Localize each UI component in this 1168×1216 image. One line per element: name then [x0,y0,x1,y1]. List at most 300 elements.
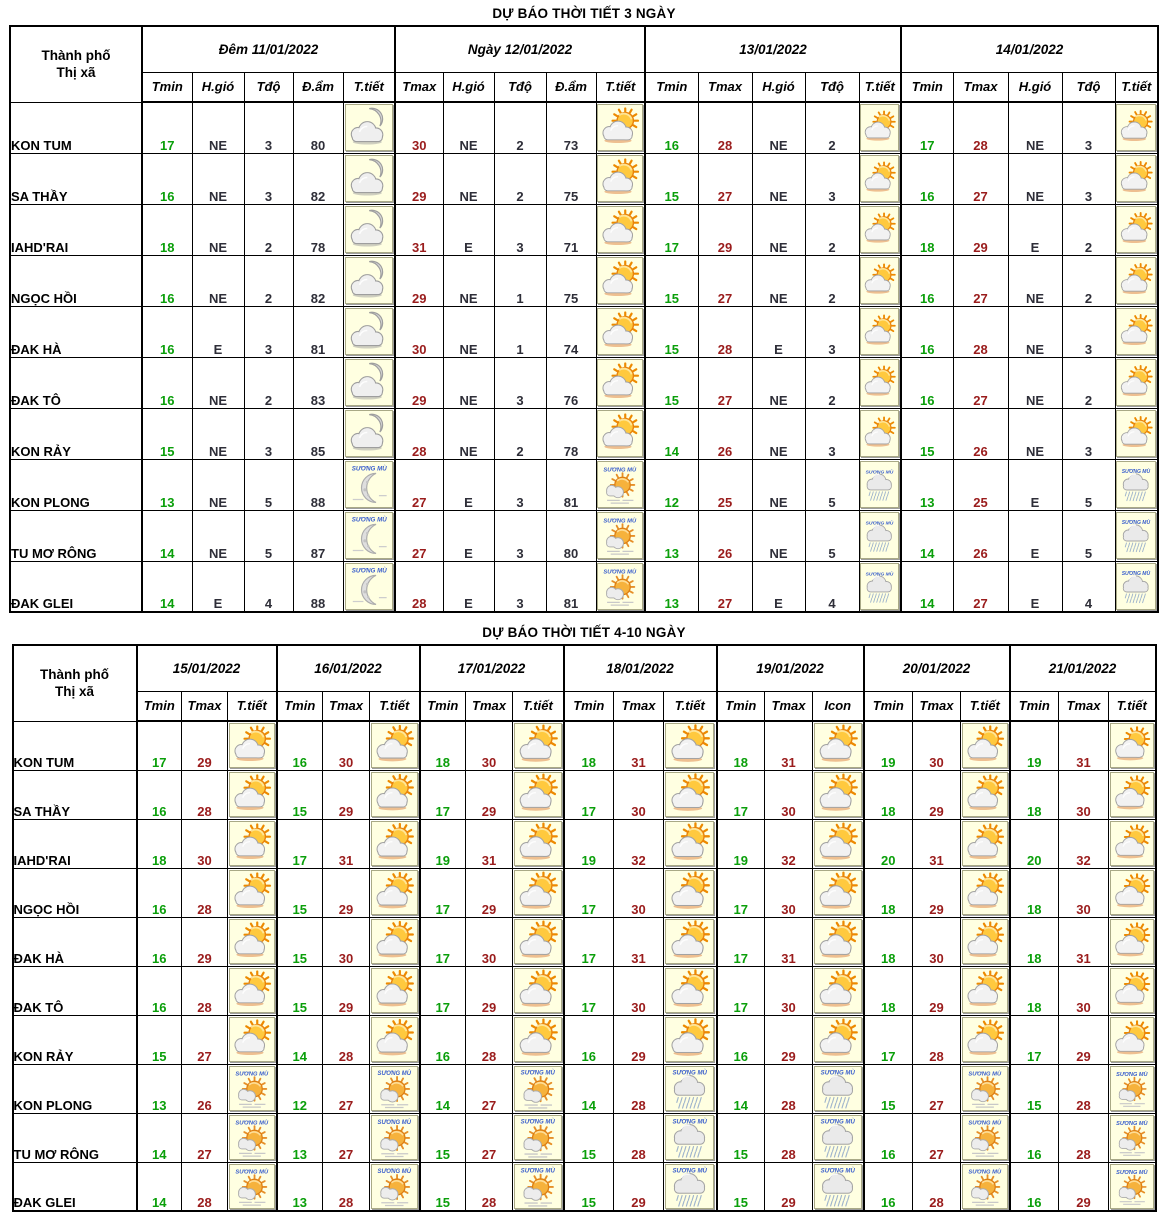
cell-tmax: 32 [614,819,664,868]
cell-tmax: 28 [913,1162,961,1211]
weather-cell [513,1162,564,1211]
cell-speed: 5 [244,459,293,510]
cell-tmax: 29 [323,770,370,819]
city-name-cell: KON RẢY [10,408,142,459]
col-header-tmax: Tmax [913,691,961,721]
weather-cell [228,1064,277,1113]
cell-speed: 2 [805,255,859,306]
weather-cell [228,1015,277,1064]
weather-cell [664,966,717,1015]
table-row [10,408,1158,459]
cell-humidity: 73 [546,102,596,153]
sun-cloud-icon [597,257,643,304]
cell-tmax: 28 [395,561,443,612]
city-name-cell: TU MƠ RÔNG [10,510,142,561]
cell-tmin: 16 [137,770,182,819]
cell-wind: NE [752,102,805,153]
col-header-tmax: Tmax [614,691,664,721]
weather-cell [596,510,645,561]
table-row [13,1015,1156,1064]
cell-tmax: 31 [395,204,443,255]
cell-tmax: 32 [765,819,813,868]
cell-tmax: 29 [466,966,513,1015]
cell-humidity: 88 [293,561,343,612]
cell-humidity: 76 [546,357,596,408]
sun-cloud-icon [665,1017,714,1062]
col-header-weather: T.tiết [513,691,564,721]
cell-speed: 4 [805,561,859,612]
sun-cloud-icon [229,772,275,817]
col-header-humidity: Đ.ẩm [293,72,343,102]
cell-tmin: 15 [645,306,698,357]
sun-cloud-icon [229,870,275,915]
cell-tmin: 16 [142,255,192,306]
forecast-3day-table [9,25,1159,613]
cell-tmin: 17 [864,1015,913,1064]
date-group-header: 16/01/2022 [277,645,420,691]
fog-sun-icon [1110,1115,1154,1160]
fog-rain-icon [860,461,899,508]
cell-tmin: 18 [1010,770,1059,819]
cell-wind: NE [443,357,494,408]
cell-speed: 3 [244,102,293,153]
cell-humidity: 74 [546,306,596,357]
weather-cell [1115,510,1158,561]
cell-wind: NE [192,153,244,204]
weather-cell [370,770,420,819]
sun-cloud-icon [665,772,714,817]
weather-cell [961,1064,1010,1113]
cell-wind: NE [443,306,494,357]
city-name-cell: KON TUM [13,721,137,770]
weather-cell [343,102,395,153]
cell-tmin: 15 [864,1064,913,1113]
col-header-speed: Tđộ [494,72,546,102]
cell-humidity: 75 [546,153,596,204]
cell-tmin: 15 [420,1162,466,1211]
cell-wind: NE [752,510,805,561]
cell-tmin: 15 [277,966,323,1015]
cell-tmin: 15 [277,868,323,917]
table-row [13,721,1156,770]
sun-cloud-icon [860,206,899,253]
cell-wind: NE [1008,153,1062,204]
cell-tmin: 14 [142,561,192,612]
cell-speed: 5 [1062,459,1115,510]
weather-cell [1115,153,1158,204]
cell-tmin: 15 [645,255,698,306]
cell-tmin: 18 [864,966,913,1015]
cell-tmin: 17 [645,204,698,255]
col-header-tmax: Tmax [395,72,443,102]
sun-cloud-icon [1110,919,1154,964]
weather-cell [343,306,395,357]
fog-sun-icon [962,1164,1008,1209]
corner-header: Thành phố Thị xã [10,26,142,102]
sun-cloud-icon [962,1017,1008,1062]
table-row [13,1064,1156,1113]
date-group-header: 18/01/2022 [564,645,717,691]
weather-cell [1115,561,1158,612]
cell-tmax: 27 [698,561,752,612]
col-header-tmin: Tmin [420,691,466,721]
cell-speed: 2 [494,153,546,204]
cell-tmax: 29 [698,204,752,255]
sun-cloud-icon [665,870,714,915]
table-row [13,917,1156,966]
cell-tmin: 15 [717,1113,765,1162]
cell-tmax: 29 [323,966,370,1015]
cell-speed: 2 [244,204,293,255]
cell-speed: 3 [494,561,546,612]
cell-tmin: 17 [420,770,466,819]
cell-speed: 5 [244,510,293,561]
weather-cell [596,459,645,510]
cell-tmax: 30 [913,721,961,770]
cell-tmin: 15 [645,357,698,408]
weather-cell [859,510,901,561]
cell-tmin: 15 [1010,1064,1059,1113]
cell-tmin: 16 [564,1015,614,1064]
cell-wind: NE [192,357,244,408]
table-row [10,510,1158,561]
cell-tmax: 30 [765,966,813,1015]
weather-cell [596,408,645,459]
fog-rain-icon [1116,563,1156,610]
cell-tmax: 28 [395,408,443,459]
sun-cloud-icon [514,821,562,866]
cell-tmax: 28 [323,1015,370,1064]
cell-tmax: 29 [614,1162,664,1211]
weather-cell [961,1113,1010,1162]
cell-tmin: 17 [717,966,765,1015]
fog-sun-icon [229,1115,275,1160]
cell-tmax: 28 [182,1162,228,1211]
cell-tmax: 31 [614,721,664,770]
weather-cell [961,770,1010,819]
cell-tmax: 28 [466,1015,513,1064]
cell-tmax: 29 [614,1015,664,1064]
fog-rain-icon [814,1164,862,1209]
weather-cell [1115,357,1158,408]
cell-tmin: 14 [420,1064,466,1113]
cell-speed: 2 [244,357,293,408]
cell-wind: NE [752,153,805,204]
cell-tmax: 27 [698,153,752,204]
cell-speed: 2 [1062,357,1115,408]
sun-cloud-icon [1110,772,1154,817]
cell-wind: E [1008,459,1062,510]
cell-wind: NE [1008,306,1062,357]
cell-wind: NE [443,255,494,306]
cell-speed: 3 [494,459,546,510]
cell-tmax: 25 [698,459,752,510]
weather-cell [596,306,645,357]
sun-cloud-icon [1116,359,1156,406]
cell-tmin: 18 [1010,868,1059,917]
table-row [13,1162,1156,1211]
cell-tmax: 31 [765,917,813,966]
cell-wind: NE [192,459,244,510]
cell-tmin: 15 [277,917,323,966]
sun-cloud-icon [1116,257,1156,304]
weather-cell [596,561,645,612]
fog-rain-icon [665,1164,714,1209]
cell-wind: NE [1008,408,1062,459]
cell-tmin: 14 [564,1064,614,1113]
cell-tmax: 30 [395,102,443,153]
weather-cell [343,561,395,612]
weather-cell [664,819,717,868]
weather-cell [961,1162,1010,1211]
weather-cell [370,819,420,868]
cell-tmax: 27 [182,1113,228,1162]
cell-tmax: 28 [698,102,752,153]
cell-tmax: 27 [466,1064,513,1113]
col-header-tmax: Tmax [1059,691,1109,721]
cell-tmin: 17 [277,819,323,868]
table-row [13,770,1156,819]
cell-tmin: 12 [277,1064,323,1113]
table-row [10,153,1158,204]
sun-cloud-icon [229,1017,275,1062]
cell-humidity: 83 [293,357,343,408]
weather-cell [664,721,717,770]
cell-speed: 2 [244,255,293,306]
fog-sun-icon [1110,1164,1154,1209]
cell-tmax: 30 [395,306,443,357]
cell-speed: 2 [805,102,859,153]
cell-tmin: 16 [901,306,953,357]
fog-sun-icon [514,1164,562,1209]
cell-tmax: 31 [1059,721,1109,770]
weather-cell [596,102,645,153]
weather-cell [1115,459,1158,510]
weather-cell [664,1113,717,1162]
cell-tmin: 18 [1010,966,1059,1015]
cell-tmax: 27 [182,1015,228,1064]
fog-moon-icon [345,563,393,610]
forecast-3day-section [0,6,1168,613]
cell-tmax: 31 [614,917,664,966]
weather-cell [228,966,277,1015]
sun-cloud-icon [514,919,562,964]
cell-wind: E [1008,510,1062,561]
cell-tmax: 25 [953,459,1008,510]
weather-cell [343,255,395,306]
cell-tmin: 13 [645,510,698,561]
weather-cell [961,1015,1010,1064]
cell-wind: NE [1008,102,1062,153]
cell-tmin: 17 [420,917,466,966]
date-group-header: 15/01/2022 [137,645,277,691]
cell-speed: 3 [494,510,546,561]
cell-tmax: 29 [1059,1015,1109,1064]
weather-cell [664,1162,717,1211]
cell-tmin: 16 [142,153,192,204]
fog-rain-icon [1116,512,1156,559]
fog-sun-icon [371,1164,418,1209]
cell-tmax: 30 [466,721,513,770]
cell-humidity: 78 [293,204,343,255]
weather-cell [1115,102,1158,153]
fog-moon-icon [345,512,393,559]
cell-tmin: 16 [901,357,953,408]
weather-cell [228,770,277,819]
cell-tmax: 26 [698,510,752,561]
cell-tmax: 27 [953,561,1008,612]
sun-cloud-icon [597,155,643,202]
cell-tmin: 13 [901,459,953,510]
date-group-header: 13/01/2022 [645,26,901,72]
weather-cell [859,459,901,510]
cell-tmin: 16 [137,917,182,966]
cell-tmax: 30 [1059,868,1109,917]
sun-cloud-icon [597,206,643,253]
weather-cell [813,1015,864,1064]
forecast-4-10day-table [12,644,1157,1212]
cell-speed: 3 [805,306,859,357]
cell-tmin: 14 [137,1113,182,1162]
col-header-tmin: Tmin [901,72,953,102]
sun-cloud-icon [962,870,1008,915]
table-row [10,204,1158,255]
weather-cell [1109,1015,1156,1064]
moon-cloud-icon [345,410,393,457]
city-name-cell: KON PLONG [10,459,142,510]
weather-cell [370,1113,420,1162]
weather-cell [596,204,645,255]
cell-speed: 2 [805,204,859,255]
sun-cloud-icon [597,104,643,151]
fog-sun-icon [229,1066,275,1111]
fog-sun-icon [514,1066,562,1111]
fog-sun-icon [962,1066,1008,1111]
cell-wind: NE [192,510,244,561]
sun-cloud-icon [814,919,862,964]
cell-tmax: 26 [953,510,1008,561]
weather-cell [1115,408,1158,459]
sun-cloud-icon [1110,968,1154,1013]
moon-cloud-icon [345,359,393,406]
cell-speed: 2 [494,102,546,153]
cell-wind: NE [752,459,805,510]
sun-cloud-icon [1110,870,1154,915]
cell-speed: 3 [494,204,546,255]
cell-tmin: 18 [717,721,765,770]
cell-humidity: 81 [546,561,596,612]
weather-cell [513,721,564,770]
sun-cloud-icon [665,821,714,866]
cell-tmax: 29 [182,721,228,770]
cell-tmax: 28 [323,1162,370,1211]
cell-humidity: 81 [293,306,343,357]
cell-tmax: 28 [466,1162,513,1211]
weather-cell [813,1064,864,1113]
weather-cell [228,819,277,868]
cell-tmin: 18 [864,770,913,819]
fog-rain-icon [860,512,899,559]
city-name-cell: NGỌC HỒI [13,868,137,917]
sun-cloud-icon [371,1017,418,1062]
cell-tmax: 29 [913,770,961,819]
forecast-4-10day-section [0,625,1168,1212]
col-header-tmax: Tmax [765,691,813,721]
cell-tmin: 15 [645,153,698,204]
cell-wind: NE [443,408,494,459]
table-row [10,102,1158,153]
weather-cell [664,1064,717,1113]
sun-cloud-icon [665,968,714,1013]
sun-cloud-icon [814,870,862,915]
weather-cell [859,255,901,306]
cell-tmin: 18 [901,204,953,255]
cell-wind: NE [192,408,244,459]
weather-cell [1109,770,1156,819]
cell-speed: 3 [244,408,293,459]
cell-wind: NE [443,153,494,204]
weather-cell [1109,819,1156,868]
sun-cloud-icon [962,821,1008,866]
cell-tmax: 28 [182,868,228,917]
cell-speed: 1 [494,306,546,357]
weather-cell [859,102,901,153]
cell-tmin: 17 [717,770,765,819]
sun-cloud-icon [229,821,275,866]
weather-cell [813,819,864,868]
cell-wind: NE [1008,255,1062,306]
city-name-cell: ĐAK HÀ [10,306,142,357]
cell-tmin: 13 [137,1064,182,1113]
weather-cell [813,1113,864,1162]
moon-cloud-icon [345,308,393,355]
sun-cloud-icon [1116,104,1156,151]
city-name-cell: TU MƠ RÔNG [13,1113,137,1162]
cell-tmax: 29 [395,357,443,408]
weather-cell [1115,306,1158,357]
cell-tmax: 31 [765,721,813,770]
cell-tmin: 15 [717,1162,765,1211]
fog-moon-icon [345,461,393,508]
col-header-weather: T.tiết [370,691,420,721]
fog-sun-icon [514,1115,562,1160]
sun-cloud-icon [514,870,562,915]
cell-wind: E [443,510,494,561]
sun-cloud-icon [860,155,899,202]
cell-tmax: 30 [1059,966,1109,1015]
weather-cell [859,153,901,204]
cell-tmax: 30 [1059,770,1109,819]
cell-tmax: 28 [614,1113,664,1162]
cell-tmin: 19 [420,819,466,868]
date-group-header: 19/01/2022 [717,645,864,691]
weather-cell [228,1113,277,1162]
cell-tmax: 28 [765,1113,813,1162]
col-header-weather: T.tiết [961,691,1010,721]
cell-tmin: 16 [901,153,953,204]
cell-tmin: 16 [420,1015,466,1064]
sun-cloud-icon [229,723,275,768]
fog-sun-icon [1110,1066,1154,1111]
cell-tmax: 28 [765,1064,813,1113]
col-header-speed: Tđộ [1062,72,1115,102]
col-header-weather: T.tiết [343,72,395,102]
cell-humidity: 87 [293,510,343,561]
sun-cloud-icon [962,772,1008,817]
cell-tmin: 12 [645,459,698,510]
cell-tmin: 13 [277,1162,323,1211]
cell-speed: 3 [805,408,859,459]
